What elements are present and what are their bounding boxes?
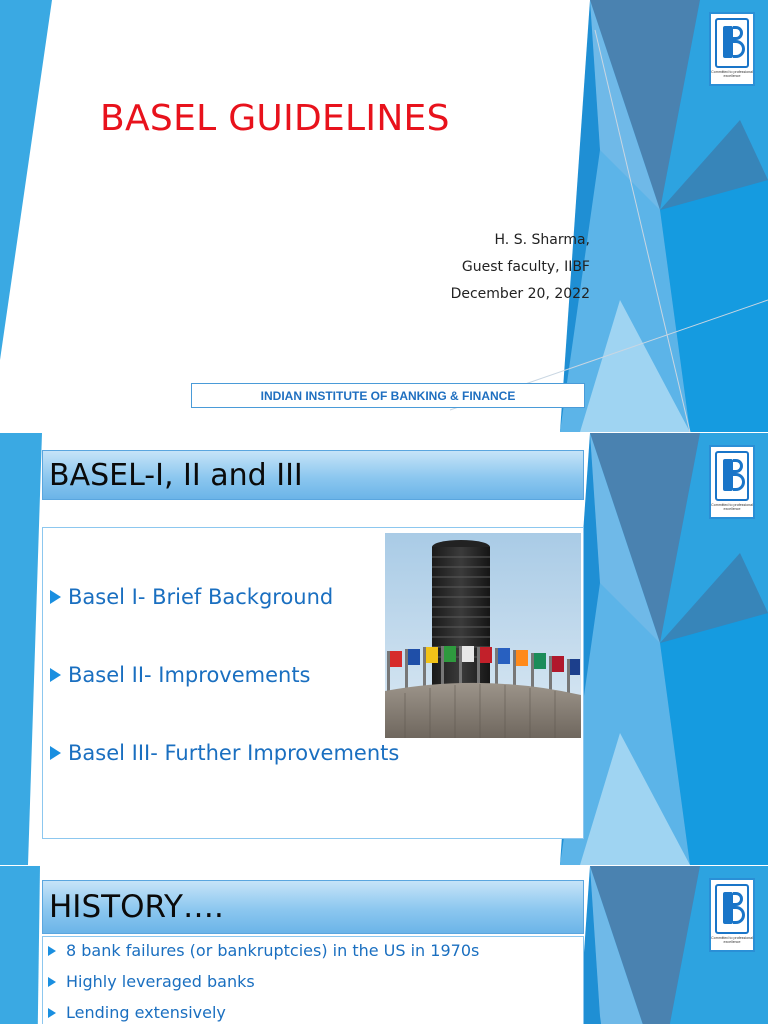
iibf-logo-glyph [715, 884, 749, 934]
presentation-date: December 20, 2022 [450, 286, 590, 302]
slide-title [0, 0, 768, 432]
list-item [48, 1003, 226, 1022]
presenter-role: Guest faculty, IIBF [461, 259, 590, 275]
slide1-decoration [0, 0, 768, 432]
triangle-right-icon [50, 590, 61, 604]
institute-banner: INDIAN INSTITUTE OF BANKING & FINANCE [191, 383, 585, 408]
bullet-text: Basel I- Brief Background [68, 585, 334, 609]
bullet-text: Lending extensively [66, 1003, 226, 1022]
list-item [50, 585, 333, 609]
slide-title-bar: BASEL-I, II and III [42, 450, 584, 500]
triangle-right-icon [48, 977, 56, 987]
slide-history [0, 866, 768, 1024]
bis-building-photo [385, 533, 581, 738]
iibf-logo-icon [709, 878, 755, 952]
presentation-title: BASEL GUIDELINES [100, 98, 450, 139]
triangle-right-icon [48, 1008, 56, 1018]
slide-title-bar: HISTORY…. [42, 880, 584, 934]
list-item [50, 663, 311, 687]
bullet-text: 8 bank failures (or bankruptcies) in the US in 1970s [66, 941, 480, 960]
triangle-right-icon [50, 668, 61, 682]
triangle-right-icon [48, 946, 56, 956]
triangle-right-icon [50, 746, 61, 760]
bullet-text: Highly leveraged banks [66, 972, 255, 991]
list-item [50, 741, 399, 765]
iibf-logo-icon [709, 445, 755, 519]
iibf-logo-icon [709, 12, 755, 86]
iibf-logo-glyph [715, 451, 749, 501]
list-item [48, 972, 255, 991]
logo-tagline: Committed to professional excellence [711, 503, 753, 512]
list-item [48, 941, 479, 960]
bullet-text: Basel III- Further Improvements [68, 741, 400, 765]
logo-tagline: Committed to professional excellence [711, 70, 753, 79]
bullet-text: Basel II- Improvements [68, 663, 311, 687]
presenter-name: H. S. Sharma, [494, 232, 590, 248]
slide-basel-overview [0, 433, 768, 865]
iibf-logo-glyph [715, 18, 749, 68]
logo-tagline: Committed to professional excellence [711, 936, 753, 945]
